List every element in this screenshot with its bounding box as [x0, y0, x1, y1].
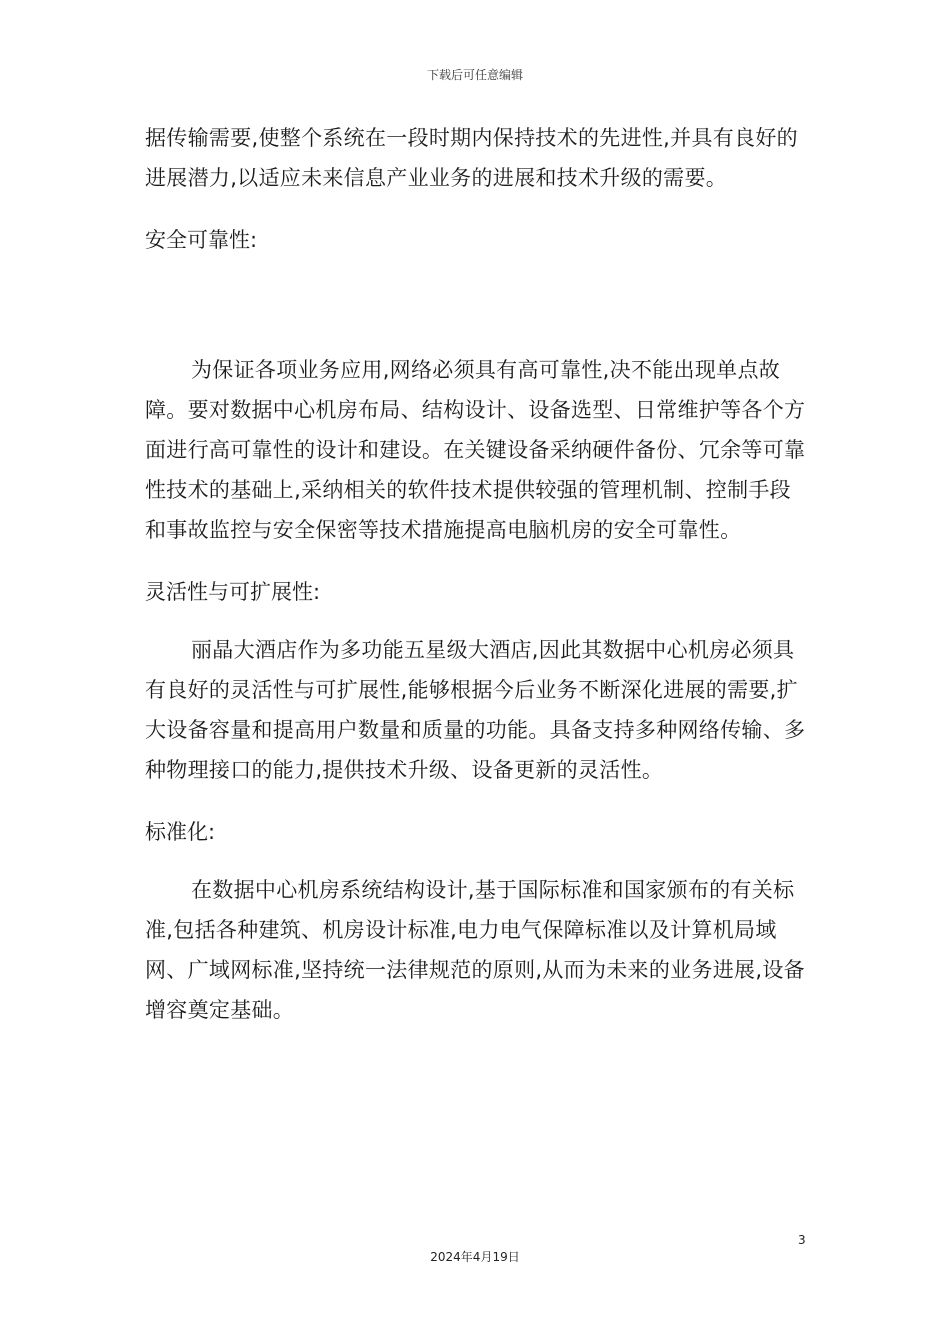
- page-footer-date: 2024年4月19日: [430, 1250, 520, 1264]
- page-header: 下载后可任意编辑: [426, 68, 523, 82]
- intro-continued-paragraph: 据传输需要,使整个系统在一段时期内保持技术的先进性,并具有良好的进展潜力,以适应未来信息产业业务的进展和技术升级的需要。: [145, 126, 798, 190]
- flexibility-heading: 灵活性与可扩展性:: [145, 580, 321, 604]
- document-body: [145, 118, 810, 1030]
- flexibility-paragraph: 丽晶大酒店作为多功能五星级大酒店,因此其数据中心机房必须具有良好的灵活性与可扩展性,能够根据今后业务不断深化进展的需要,扩大设备容量和提高用户数量和质量的功能。具备支持多种网络传输、多种物理接口的能力,提供技术升级、设备更新的灵活性。: [145, 638, 806, 782]
- security-paragraph: 为保证各项业务应用,网络必须具有高可靠性,决不能出现单点故障。要对数据中心机房布局、结构设计、设备选型、日常维护等各个方面进行高可靠性的设计和建设。在关键设备采纳硬件备份、冗余等可靠性技术的基础上,采纳相关的软件技术提供较强的管理机制、控制手段和事故监控与安全保密等技术措施提高电脑机房的安全可靠性。: [145, 358, 806, 542]
- standardization-paragraph: 在数据中心机房系统结构设计,基于国际标准和国家颁布的有关标准,包括各种建筑、机房设计标准,电力电气保障标准以及计算机局域网、广域网标准,坚持统一法律规范的原则,从而为未来的业务进展,设备增容奠定基础。: [145, 878, 805, 1022]
- security-heading: 安全可靠性:: [145, 228, 258, 252]
- standardization-heading: 标准化:: [145, 820, 216, 844]
- page-number: 3: [798, 1233, 806, 1247]
